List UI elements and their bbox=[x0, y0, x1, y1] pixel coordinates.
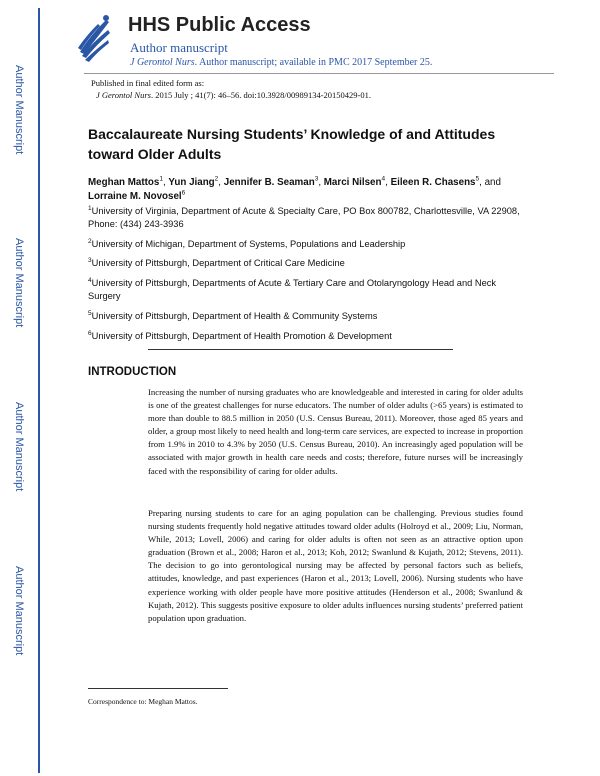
affiliations-divider bbox=[148, 349, 453, 350]
author-affiliation-mark: 1 bbox=[159, 175, 163, 183]
side-label: Author Manuscript bbox=[13, 65, 25, 155]
paragraph: Increasing the number of nursing graduates who are knowledgeable and interested in caring for older adults is one of the greatest challenges for nurse educators. The number of older adults (>65 years) is estimated to more than double to 88.5 million in 2050 (U.S. Census Bureau, 2011). Moreover, those aged 85 years and older, a group most likely to need health and long-term care services, are expected to increase in proportion from 1.9% in 2010 to 4.3% by 2050 (U.S. Census Bureau, 2010). An increasingly aged population will be associated with major growth in health care needs and costs; therefore, future nurses will be increasingly faced with the responsibility of caring for older adults. bbox=[148, 387, 523, 476]
author-affiliation-mark: 6 bbox=[181, 189, 186, 197]
affiliation: $^3$University of Pittsburgh, Department of Critical Care Medicine bbox=[88, 256, 345, 268]
affiliation: $^1$University of Virginia, Department of Acute & Specialty Care, PO Box 800782, Charlottesville, VA 22908, Phone: (434) 243-3936 bbox=[88, 204, 520, 229]
published-label: Published in final edited form as: bbox=[91, 78, 205, 88]
author-name: Yun Jiang bbox=[168, 177, 215, 188]
affiliation: $^2$University of Michigan, Department of Systems, Populations and Leadership bbox=[88, 237, 406, 249]
citation-availability: . Author manuscript; available in PMC 2017 September 25. bbox=[194, 57, 433, 68]
header-citation bbox=[130, 57, 432, 68]
author-affiliation-mark: 2 bbox=[214, 175, 219, 183]
footnote: Correspondence to: Meghan Mattos. bbox=[88, 697, 198, 706]
author-name: Meghan Mattos bbox=[88, 177, 160, 188]
published-citation bbox=[96, 90, 371, 100]
author-name: Eileen R. Chasens bbox=[390, 177, 476, 188]
side-label: Author Manuscript bbox=[13, 238, 25, 328]
author-manuscript-label: Author manuscript bbox=[130, 40, 228, 55]
header-divider bbox=[84, 73, 554, 74]
side-label: Author Manuscript bbox=[13, 566, 25, 656]
author-list: Meghan Mattos$^1$, Yun Jiang$^2$, Jennifer B. Seaman$^3$, Marci Nilsen$^4$, Eileen R. Chasens$^5$, and Lorraine M. Novosel$^6$ bbox=[88, 175, 501, 202]
author-name: Lorraine M. Novosel bbox=[88, 191, 182, 202]
published-journal: J Gerontol Nurs bbox=[96, 90, 151, 100]
side-label: Author Manuscript bbox=[13, 402, 25, 492]
author-affiliation-mark: 4 bbox=[381, 175, 386, 183]
section-heading: INTRODUCTION bbox=[88, 366, 177, 378]
hhs-public-access-title: HHS Public Access bbox=[128, 14, 311, 36]
affiliation: $^5$University of Pittsburgh, Department of Health & Community Systems bbox=[88, 309, 378, 321]
author-name: Marci Nilsen bbox=[323, 177, 382, 188]
affiliation: $^6$University of Pittsburgh, Department of Health Promotion & Development bbox=[88, 329, 392, 341]
article-title: Baccalaureate Nursing Students’ Knowledge of and Attitudes toward Older Adults bbox=[88, 126, 496, 162]
affiliation: $^4$University of Pittsburgh, Departments of Acute & Tertiary Care and Otolaryngology Head and Neck Surgery bbox=[88, 276, 497, 301]
hhs-eagle-icon bbox=[76, 12, 114, 64]
published-details: . 2015 July ; 41(7): 46–56. doi:10.3928/00989134-20150429-01. bbox=[150, 90, 371, 100]
author-name: Jennifer B. Seaman bbox=[223, 177, 315, 188]
paragraph: Preparing nursing students to care for an aging population can be challenging. Previous studies found nursing students frequently hold negative attitudes toward older adults (Holroyd et al., 2009; Liu, Norman, While, 2013; Lovell, 2006) and caring for older adults is often not seen as an attractive option upon graduation (Brown et al., 2008; Haron et al., 2013; Koh, 2012; Swanlund & Kujath, 2012; Stevens, 2011). The decision to go into gerontological nursing may be affected by personal factors such as beliefs, attitudes, knowledge, and past experiences (Haron et al., 2013; Lovell, 2006). Nursing students who have experience working with older people have more positive attitudes (Henderson et al., 2008; Swanlund & Kujath, 2012). This suggests positive exposure to older adults influences nursing students’ preferred patient population upon graduation. bbox=[148, 508, 523, 623]
author-affiliation-mark: 5 bbox=[475, 175, 480, 183]
margin-rule bbox=[38, 8, 40, 773]
footnote-divider bbox=[88, 688, 228, 689]
author-affiliation-mark: 3 bbox=[314, 175, 319, 183]
citation-journal: J Gerontol Nurs bbox=[130, 57, 195, 68]
